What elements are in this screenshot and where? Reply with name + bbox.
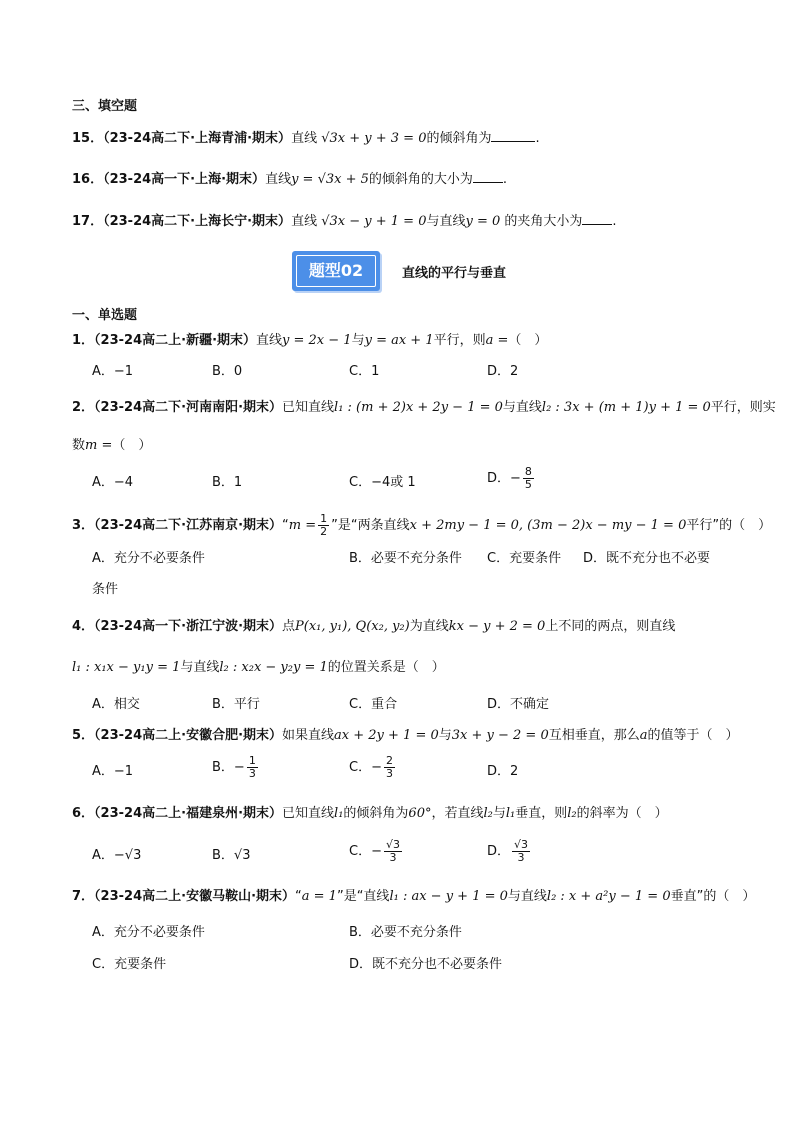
- question-number: 1．: [72, 333, 95, 348]
- fraction: $\frac{√3}{3}$: [385, 838, 400, 864]
- question-2: 2．（23-24高二下·河南南阳·期末）已知直线l₁ : (m + 2)x + 2y − 1 = 0与直线l₂ : 3x + (m + 1)y + 1 = 0平行，则实: [72, 400, 776, 415]
- equation: y = ax + 1: [364, 333, 434, 348]
- question-7: 7．（23-24高二上·安徽马鞍山·期末）“a = 1”是“直线l₁ : ax − y + 1 = 0与直线l₂ : x + a²y − 1 = 0垂直”的（ ）: [72, 889, 756, 904]
- option-b[interactable]: B．0: [212, 364, 243, 379]
- question-number: 3．: [72, 518, 95, 533]
- equation: kx − y + 2 = 0: [448, 619, 546, 634]
- equation: y = 0: [465, 214, 501, 229]
- question-15: 15．（23-24高二下·上海青浦·期末）直线 √3x + y + 3 = 0的倾斜角为 .: [72, 131, 540, 146]
- option-c[interactable]: C．− $\frac{2}{3}$: [349, 754, 393, 780]
- question-2-continued: 数m =（ ）: [72, 438, 152, 453]
- option-a[interactable]: A．充分不必要条件: [92, 551, 205, 566]
- answer-blank[interactable]: [491, 129, 535, 142]
- question-number: 7．: [72, 889, 95, 904]
- question-number: 4．: [72, 619, 95, 634]
- option-d-wrap: 条件: [92, 582, 119, 597]
- fraction: $\frac{8}{5}$: [524, 465, 532, 491]
- question-17: 17．（23-24高二下·上海长宁·期末）直线 √3x − y + 1 = 0与直线y = 0 的夹角大小为 .: [72, 214, 617, 229]
- option-b[interactable]: B．平行: [212, 697, 260, 712]
- option-c[interactable]: C．重合: [349, 697, 398, 712]
- equation: y = 2x − 1: [282, 333, 352, 348]
- fraction: $\frac{1}{2}$: [320, 512, 328, 538]
- option-d[interactable]: D．− $\frac{8}{5}$: [487, 465, 532, 491]
- question-source: （23-24高二下·江苏南京·期末）: [94, 518, 283, 533]
- fraction: $\frac{√3}{3}$: [514, 838, 529, 864]
- question-5: 5．（23-24高二上·安徽合肥·期末）如果直线ax + 2y + 1 = 0与3x + y − 2 = 0互相垂直，那么a的值等于（ ）: [72, 728, 739, 743]
- section-heading-single-choice: 一、单选题: [72, 308, 138, 323]
- question-number: 2．: [72, 400, 95, 415]
- equation: ax + 2y + 1 = 0: [334, 728, 439, 743]
- question-source: （23-24高二下·上海青浦·期末）: [103, 131, 292, 146]
- option-d[interactable]: D．既不充分也不必要: [583, 551, 711, 566]
- answer-blank[interactable]: [473, 170, 503, 183]
- option-b[interactable]: B．1: [212, 475, 243, 490]
- question-source: （23-24高二上·安徽合肥·期末）: [94, 728, 283, 743]
- answer-blank[interactable]: [582, 212, 612, 225]
- option-a[interactable]: A．相交: [92, 697, 140, 712]
- option-d[interactable]: D．2: [487, 364, 519, 379]
- equation: √3x + y + 3 = 0: [321, 131, 427, 146]
- equation: l₂ : 3x + (m + 1)y + 1 = 0: [541, 400, 711, 415]
- question-source: （23-24高二下·河南南阳·期末）: [94, 400, 283, 415]
- option-a[interactable]: A．−1: [92, 764, 134, 779]
- question-6: 6．（23-24高二上·福建泉州·期末）已知直线l₁的倾斜角为60°，若直线l₂与l₁垂直，则l₂的斜率为（ ）: [72, 806, 668, 821]
- option-b[interactable]: B．必要不充分条件: [349, 925, 462, 940]
- section-heading-fill-blank: 三、填空题: [72, 99, 138, 114]
- option-c[interactable]: C．1: [349, 364, 380, 379]
- equation: 3x + y − 2 = 0: [451, 728, 549, 743]
- equation: l₁ : ax − y + 1 = 0: [389, 889, 508, 904]
- option-c[interactable]: C．充要条件: [92, 957, 167, 972]
- option-a[interactable]: A．−√3: [92, 848, 142, 863]
- option-c[interactable]: C．−4或 1: [349, 475, 416, 490]
- option-d[interactable]: D．不确定: [487, 697, 550, 712]
- equation: l₁ : x₁x − y₁y = 1: [72, 660, 181, 675]
- question-number: 17．: [72, 214, 104, 229]
- option-d[interactable]: D．既不充分也不必要条件: [349, 957, 503, 972]
- equation: y = √3x + 5: [291, 172, 369, 187]
- equation: √3x − y + 1 = 0: [321, 214, 427, 229]
- option-d[interactable]: D．2: [487, 764, 519, 779]
- option-a[interactable]: A．−1: [92, 364, 134, 379]
- question-number: 5．: [72, 728, 95, 743]
- topic-banner-label: 题型02: [296, 255, 376, 287]
- question-1: 1．（23-24高二上·新疆·期末）直线y = 2x − 1与y = ax + 1平行，则a =（ ）: [72, 333, 548, 348]
- question-3: 3．（23-24高二下·江苏南京·期末）“m = $\frac{1}{2}$ ”是“两条直线x + 2my − 1 = 0, (3m − 2)x − my − 1 = 0平行”的（ ）: [72, 512, 772, 538]
- option-d[interactable]: D． $\frac{√3}{3}$: [487, 838, 529, 864]
- option-b[interactable]: B．√3: [212, 848, 251, 863]
- option-c[interactable]: C．充要条件: [487, 551, 562, 566]
- question-number: 15．: [72, 131, 104, 146]
- equation: P(x₁, y₁), Q(x₂, y₂): [295, 619, 410, 634]
- equation: x + 2my − 1 = 0, (3m − 2)x − my − 1 = 0: [409, 518, 687, 533]
- question-16: 16．（23-24高一下·上海·期末）直线y = √3x + 5的倾斜角的大小为 .: [72, 172, 508, 187]
- question-4: 4．（23-24高一下·浙江宁波·期末）点P(x₁, y₁), Q(x₂, y₂)为直线kx − y + 2 = 0上不同的两点，则直线: [72, 619, 676, 634]
- option-c[interactable]: C．− $\frac{√3}{3}$: [349, 838, 400, 864]
- question-4-continued: l₁ : x₁x − y₁y = 1与直线l₂ : x₂x − y₂y = 1的位置关系是（ ）: [72, 660, 445, 675]
- option-a[interactable]: A．充分不必要条件: [92, 925, 205, 940]
- topic-title: 直线的平行与垂直: [402, 266, 507, 281]
- option-b[interactable]: B．必要不充分条件: [349, 551, 462, 566]
- equation: l₂ : x + a²y − 1 = 0: [546, 889, 671, 904]
- topic-banner: [292, 251, 380, 291]
- question-source: （23-24高二下·上海长宁·期末）: [103, 214, 292, 229]
- option-b[interactable]: B．− $\frac{1}{3}$: [212, 754, 256, 780]
- question-number: 16．: [72, 172, 104, 187]
- question-source: （23-24高二上·福建泉州·期末）: [94, 806, 283, 821]
- option-a[interactable]: A．−4: [92, 475, 134, 490]
- question-source: （23-24高二上·新疆·期末）: [94, 333, 257, 348]
- fraction: $\frac{1}{3}$: [248, 754, 256, 780]
- equation: l₂ : x₂x − y₂y = 1: [219, 660, 328, 675]
- question-source: （23-24高一下·上海·期末）: [103, 172, 266, 187]
- fraction: $\frac{2}{3}$: [385, 754, 393, 780]
- question-source: （23-24高一下·浙江宁波·期末）: [94, 619, 283, 634]
- equation: l₁ : (m + 2)x + 2y − 1 = 0: [334, 400, 503, 415]
- question-source: （23-24高二上·安徽马鞍山·期末）: [94, 889, 296, 904]
- question-number: 6．: [72, 806, 95, 821]
